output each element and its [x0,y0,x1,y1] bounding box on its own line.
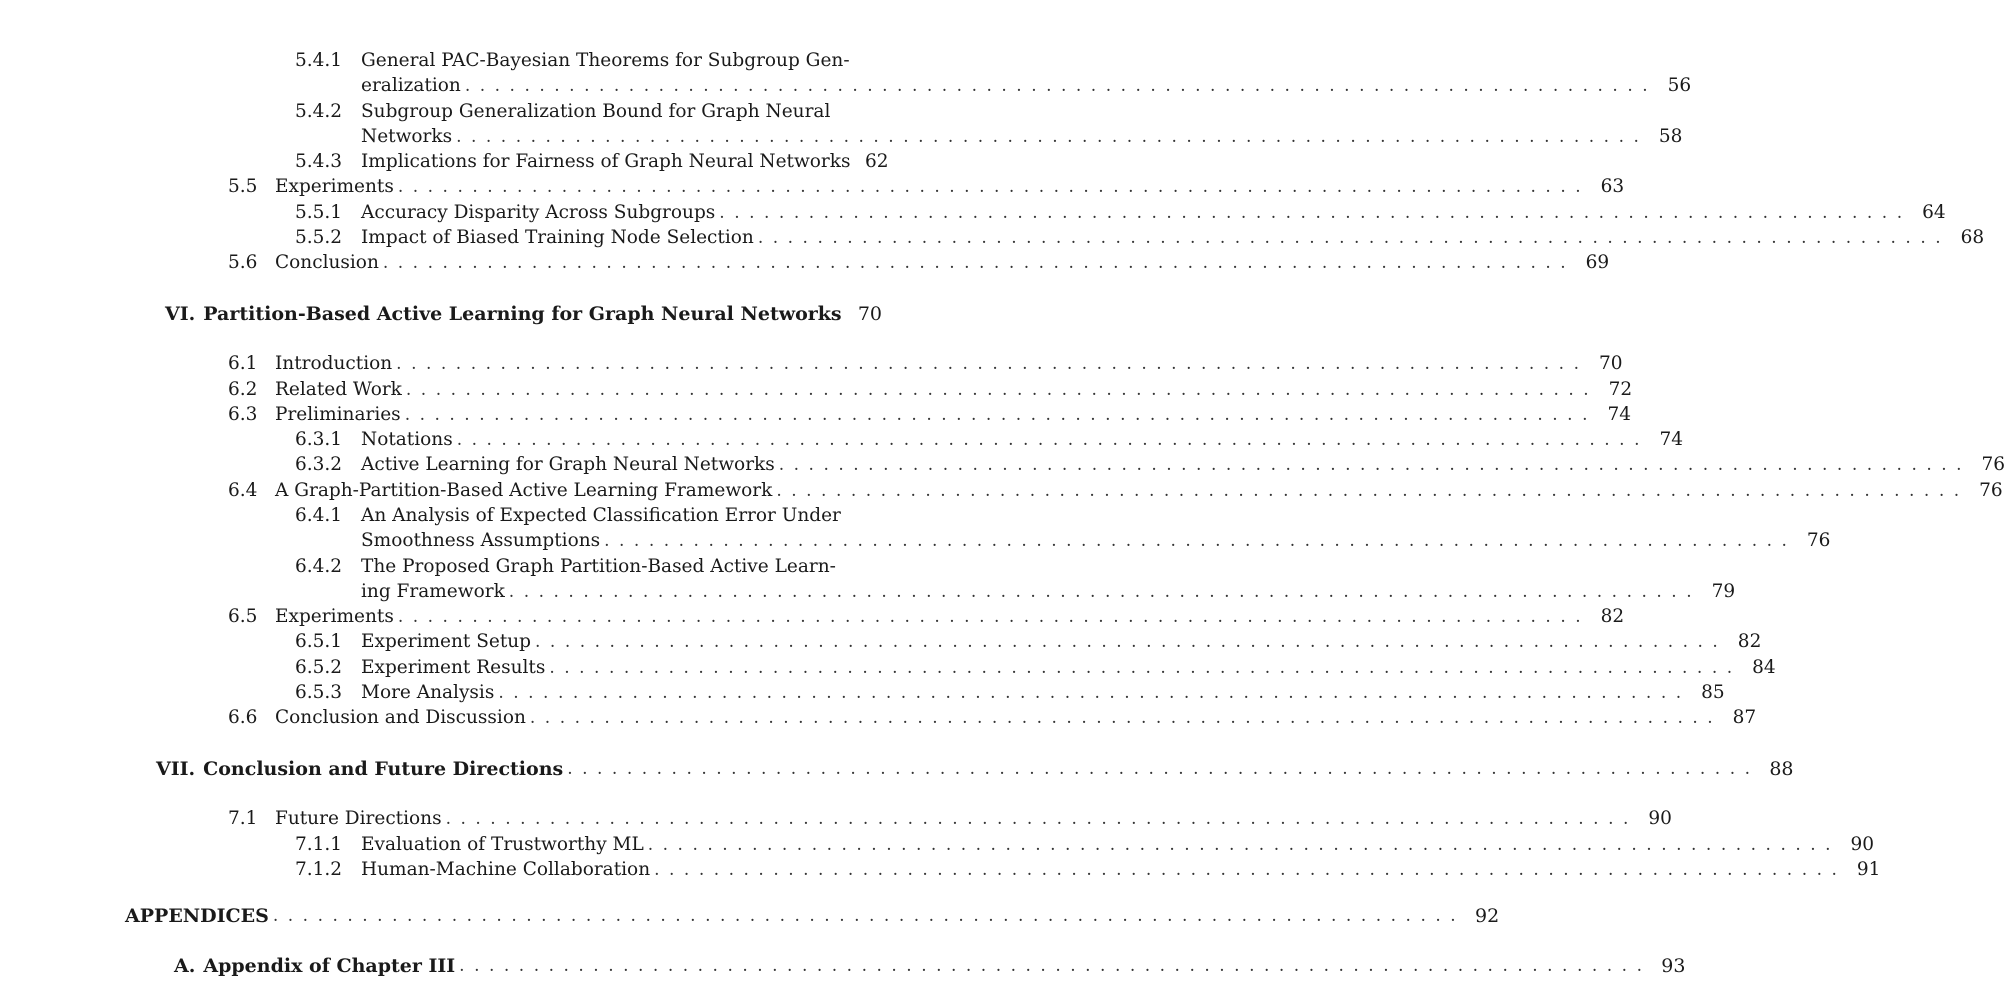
toc-entry-page: 72 [1608,379,1633,400]
toc-entry-page: 93 [1661,955,1686,977]
dot-leader: ................................................................................ [549,658,1742,678]
toc-entry-page: 79 [1711,581,1736,602]
toc-entry-number: 5.5.1 [295,202,343,223]
toc-chapter[interactable] [165,301,882,325]
dot-leader: ................................................................................ [405,380,1599,400]
toc-entry-title: Notations [361,429,453,450]
dot-leader: ................................................................................ [397,607,1591,627]
dot-leader: ................................................................................ [397,177,1591,197]
toc-entry-title: Preliminaries [275,404,401,425]
toc-entry-title: The Proposed Graph Partition-Based Active Learn- [361,556,836,577]
toc-chapter-number: VII. [156,758,196,780]
toc-entry-number: 7.1.1 [295,834,343,855]
toc-entry-number: 6.4.2 [295,556,343,577]
dot-leader: ................................................................................ [778,455,1972,475]
toc-entry[interactable] [295,503,882,527]
toc-chapter-title: Partition-Based Active Learning for Graph Neural Networks [203,303,842,325]
dot-leader: ................................................................................ [456,127,1649,147]
toc-entry-number: 6.2 [228,379,258,400]
toc-entry-number: 5.6 [228,252,258,273]
toc-entry-continuation[interactable] [295,579,1736,603]
toc-entry-number: 6.1 [228,353,258,374]
toc-entry-page: 58 [1658,126,1683,147]
toc-entry-title: More Analysis [361,682,495,703]
toc-entry[interactable] [295,200,1946,224]
toc-entry-page: 87 [1732,707,1757,728]
toc-entry[interactable] [295,99,882,123]
toc-entry-title: Implications for Fairness of Graph Neural Networks [361,151,851,172]
dot-leader: ................................................................................ [757,228,1951,248]
toc-chapter-title: Appendix of Chapter III [203,955,456,977]
toc-entry[interactable] [295,554,882,578]
toc-entry-page: 69 [1585,252,1610,273]
toc-entry-title: Active Learning for Graph Neural Networks [361,454,775,475]
toc-entry[interactable] [295,452,2005,476]
dot-leader: ................................................................................ [719,203,1912,223]
toc-entry-title: Subgroup Generalization Bound for Graph Neural [361,101,831,122]
dot-leader: ................................................................................ [272,906,1466,926]
dot-leader: ................................................................................ [396,354,1589,374]
toc-entry-number: 6.4.1 [295,505,343,526]
toc-entry-continuation[interactable] [295,528,1831,552]
toc-appendices[interactable] [125,903,1500,927]
toc-entry[interactable] [295,149,889,173]
toc-entry-title: eralization [361,75,461,96]
toc-chapter-title: Conclusion and Future Directions [203,758,564,780]
toc-entry-title: An Analysis of Expected Classification Error Under [361,505,841,526]
toc-entry-number: 5.5.2 [295,227,343,248]
toc-entry-continuation[interactable] [295,73,1692,97]
toc-entry[interactable] [228,478,2003,502]
toc-entry[interactable] [228,351,1623,375]
toc-entry-page: 82 [1737,631,1762,652]
toc-entry[interactable] [295,832,1875,856]
toc-entry-number: 6.6 [228,707,258,728]
toc-entry-title: Experiment Results [361,657,546,678]
toc-entry-page: 88 [1769,758,1794,780]
toc-entry-page: 91 [1856,859,1881,880]
toc-entry[interactable] [295,857,1881,881]
toc-entry-number: 5.5 [228,176,258,197]
toc-entry-page: 74 [1659,429,1683,450]
toc-entry-page: 90 [1850,834,1875,855]
dot-leader: ................................................................................ [464,76,1658,96]
toc-entry[interactable] [295,680,1725,704]
toc-entry-page: 85 [1701,682,1725,703]
dot-leader: ................................................................................ [776,481,1969,501]
toc-entry-page: 70 [1598,353,1623,374]
toc-entry-title: Introduction [275,353,393,374]
toc-entry-number: 5.4.2 [295,101,343,122]
toc-entry-title: Evaluation of Trustworthy ML [361,834,644,855]
toc-entry-page: 92 [1474,905,1500,927]
toc-entry[interactable] [295,629,1762,653]
toc-entry-title: A Graph-Partition-Based Active Learning Framework [275,480,773,501]
dot-leader: ................................................................................ [459,956,1652,976]
toc-entry-number: 6.3.2 [295,454,343,475]
toc-appendix-a[interactable] [174,953,1686,977]
toc-entry-title: Conclusion and Discussion [275,707,526,728]
toc-entry-number: 7.1.2 [295,859,343,880]
toc-entry[interactable] [228,604,1625,628]
toc-entry-title: Experiments [275,606,394,627]
toc-entry-title: Experiment Setup [361,631,532,652]
toc-entry-title: Future Directions [275,808,442,829]
toc-entry[interactable] [295,225,1985,249]
dot-leader: ................................................................................ [404,405,1597,425]
toc-entry-title: General PAC-Bayesian Theorems for Subgroup Gen- [361,50,850,71]
toc-entry-page: 76 [1979,480,2003,501]
toc-entry-number: 6.5.1 [295,631,343,652]
toc-entry-title: ing Framework [361,581,505,602]
dot-leader: ................................................................................ [498,683,1691,703]
toc-entry-page: 63 [1600,176,1625,197]
toc-entry-page: 68 [1960,227,1985,248]
dot-leader: ................................................................................ [647,835,1841,855]
toc-entry-title: Conclusion [275,252,379,273]
toc-entry-number: 6.5 [228,606,258,627]
toc-entry[interactable] [228,806,1672,830]
toc-entry-page: 56 [1667,75,1692,96]
toc-entry-title: Accuracy Disparity Across Subgroups [361,202,716,223]
toc-entry[interactable] [228,174,1625,198]
toc-entry-page: 90 [1648,808,1672,829]
toc-entry[interactable] [228,705,1757,729]
toc-entry[interactable] [228,250,1610,274]
toc-entry-number: 6.4 [228,480,258,501]
toc-entry[interactable] [295,655,1776,679]
dot-leader: ................................................................................ [654,860,1847,880]
dot-leader: ................................................................................ [382,253,1576,273]
toc-entry-number: 5.4.3 [295,151,343,172]
dot-leader: ................................................................................ [456,430,1649,450]
dot-leader: ................................................................................ [535,632,1728,652]
toc-chapter-number: VI. [165,303,196,325]
toc-entry-title: Related Work [275,379,402,400]
toc-entry-title: Impact of Biased Training Node Selection [361,227,754,248]
dot-leader: ................................................................................ [604,531,1797,551]
toc-entry-page: 70 [857,303,882,325]
toc-entry-page: 76 [1981,454,2005,475]
dot-leader: ................................................................................ [508,582,1702,602]
toc-entry-title: Networks [361,126,453,147]
toc-entry-number: 6.5.2 [295,657,343,678]
toc-entry-title: Experiments [275,176,394,197]
toc-entry[interactable] [295,48,882,72]
dot-leader: ................................................................................ [529,708,1723,728]
toc-entry-page: 74 [1607,404,1631,425]
toc-entry-number: 6.5.3 [295,682,343,703]
toc-entry-page: 64 [1922,202,1946,223]
toc-entry[interactable] [228,377,1633,401]
dot-leader: ................................................................................ [445,809,1638,829]
toc-entry-title: Human-Machine Collaboration [361,859,651,880]
toc-chapter[interactable] [156,756,1794,780]
toc-entry-page: 84 [1752,657,1776,678]
toc-entry-number: 5.4.1 [295,50,343,71]
toc-entry[interactable] [228,402,1631,426]
toc-entry-number: 6.3.1 [295,429,343,450]
dot-leader: ................................................................................ [567,759,1760,779]
toc-entry-number: 7.1 [228,808,258,829]
toc-entry-continuation[interactable] [295,124,1683,148]
toc-entry[interactable] [295,427,1683,451]
toc-entry-page: 76 [1806,530,1831,551]
toc-entry-number: 6.3 [228,404,258,425]
toc-entry-title: Smoothness Assumptions [361,530,601,551]
toc-entry-page: 82 [1600,606,1625,627]
toc-chapter-title: APPENDICES [125,905,269,927]
toc-chapter-number: A. [174,955,196,977]
toc-entry-page: 62 [864,151,889,172]
